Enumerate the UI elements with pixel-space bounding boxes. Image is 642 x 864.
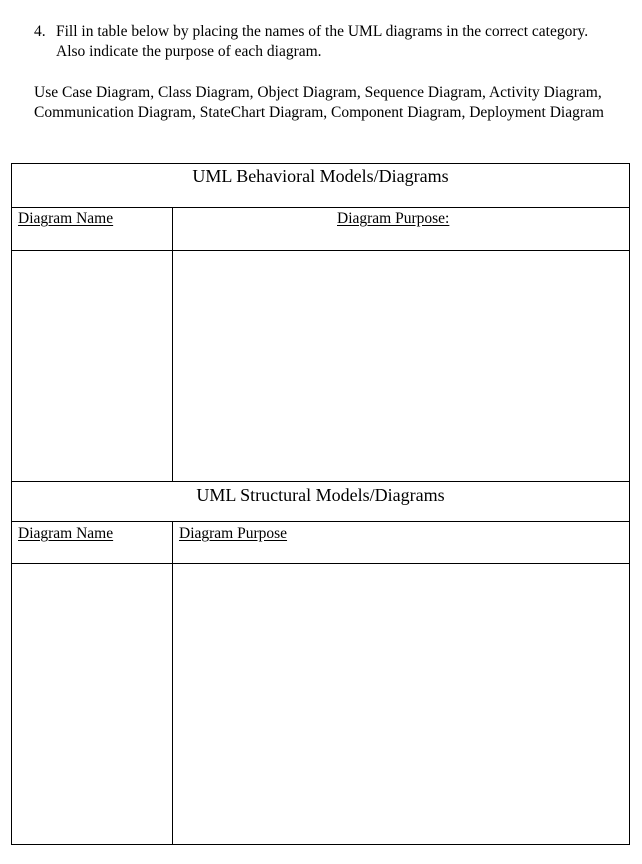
question-number: 4. [34,23,46,40]
structural-name-header: Diagram Name [18,525,114,542]
diagram-list: Use Case Diagram, Class Diagram, Object Diagram, Sequence Diagram, Activity Diagram, Communication Diagram, StateChart Diagram, Component Diagram, Deployment Diagram [34,84,604,121]
structural-purpose-header: Diagram Purpose [179,525,288,542]
structural-section-title: UML Structural Models/Diagrams [196,485,445,505]
behavioral-section-title: UML Behavioral Models/Diagrams [192,166,449,186]
column-divider [172,207,173,481]
question-text: Fill in table below by placing the names of the UML diagrams in the correct category. Also indicate the purpose of each diagram. [56,23,589,60]
behavioral-name-header: Diagram Name [18,210,114,227]
row-divider [12,250,629,251]
column-divider [172,521,173,844]
row-divider [12,521,629,522]
row-divider [12,207,629,208]
question [34,22,609,62]
uml-table [11,163,630,845]
section-divider [12,481,629,482]
behavioral-purpose-header: Diagram Purpose: [337,210,450,227]
row-divider [12,563,629,564]
